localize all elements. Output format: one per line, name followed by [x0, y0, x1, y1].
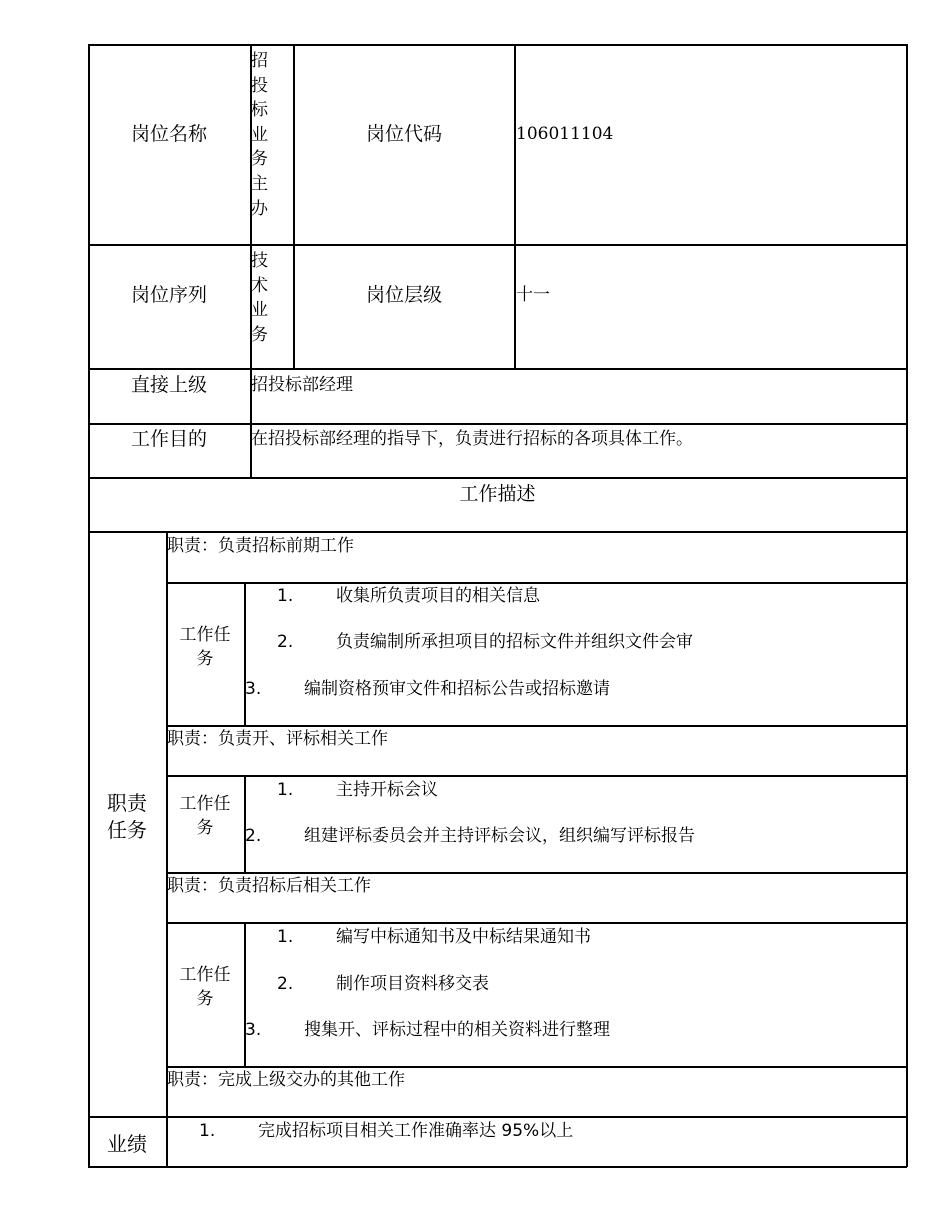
task-text: 搜集开、评标过程中的相关资料进行整理	[304, 1020, 610, 1040]
task-number: 1.	[277, 586, 294, 606]
post-level-value: 十一	[516, 285, 550, 305]
task-number: 3.	[245, 679, 262, 699]
superior-label: 直接上级	[130, 374, 207, 396]
task-text: 收集所负责项目的相关信息	[336, 586, 540, 606]
task-label: 工作任 务	[179, 965, 231, 1009]
task-text: 负责编制所承担项目的招标文件并组织文件会审	[336, 632, 693, 652]
performance-text: 完成招标项目相关工作准确率达 95%以上	[258, 1121, 574, 1141]
performance-label: 业绩	[107, 1132, 147, 1156]
task-number: 2.	[277, 632, 294, 652]
duty-title: 职责：完成上级交办的其他工作	[167, 1070, 405, 1090]
post-sequence-value: 技 术 业 务	[251, 251, 268, 345]
task-label: 工作任 务	[179, 625, 231, 669]
superior-value: 招投标部经理	[251, 375, 353, 395]
section-label	[88, 790, 166, 844]
section-label-line-2: 任务	[107, 818, 147, 842]
duty-title: 职责：负责招标后相关工作	[167, 876, 371, 896]
post-code-label: 岗位代码	[365, 123, 442, 145]
post-level-label: 岗位层级	[365, 284, 442, 306]
task-text: 主持开标会议	[336, 780, 438, 800]
task-text: 编写中标通知书及中标结果通知书	[336, 927, 591, 947]
performance-number: 1.	[199, 1121, 216, 1141]
post-name-value: 招 投 标 业 务 主 办	[251, 51, 268, 219]
purpose-label: 工作目的	[130, 428, 207, 450]
task-number: 1.	[277, 927, 294, 947]
task-number: 2.	[245, 826, 262, 846]
post-name-label: 岗位名称	[130, 123, 207, 145]
duty-title: 职责：负责招标前期工作	[167, 536, 354, 556]
task-text: 编制资格预审文件和招标公告或招标邀请	[304, 679, 610, 699]
task-text: 制作项目资料移交表	[336, 974, 489, 994]
task-text: 组建评标委员会并主持评标会议，组织编写评标报告	[304, 826, 695, 846]
description-title: 工作描述	[459, 483, 536, 505]
purpose-value: 在招投标部经理的指导下，负责进行招标的各项具体工作。	[251, 429, 693, 449]
section-label-line-1: 职责	[107, 791, 147, 815]
task-number: 1.	[277, 780, 294, 800]
duty-title: 职责：负责开、评标相关工作	[167, 729, 388, 749]
task-label: 工作任 务	[179, 794, 231, 838]
task-number: 3.	[245, 1020, 262, 1040]
task-number: 2.	[277, 974, 294, 994]
post-sequence-label: 岗位序列	[130, 284, 207, 306]
post-code-value: 106011104	[516, 124, 614, 144]
